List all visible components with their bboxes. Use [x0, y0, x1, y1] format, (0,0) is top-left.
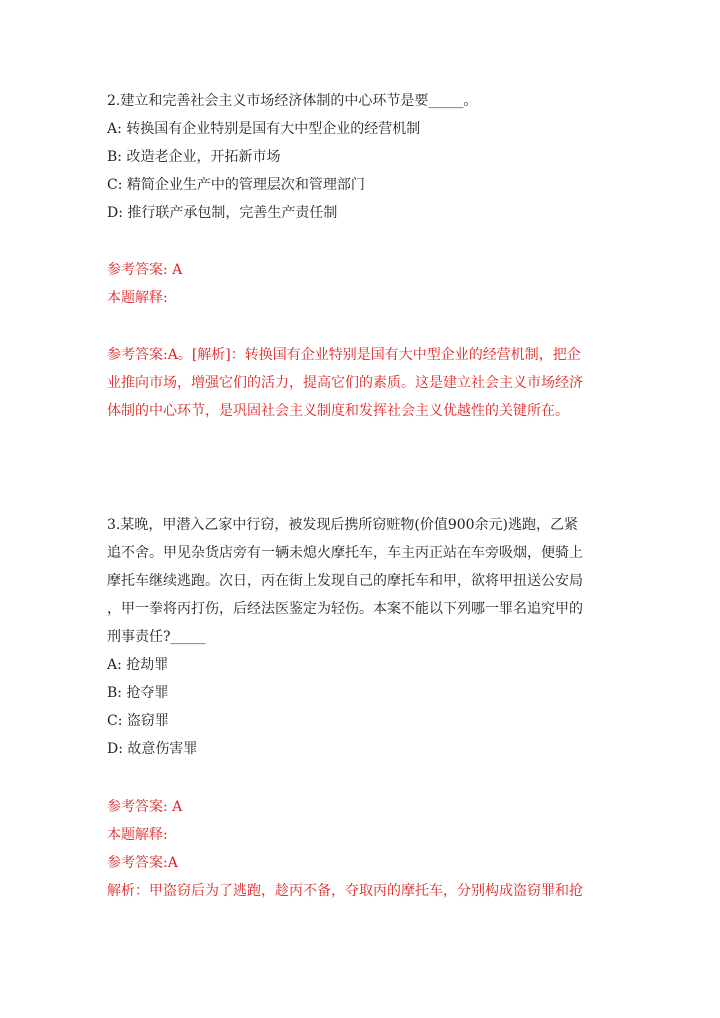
question-3-option-a: A: 抢劫罪	[107, 657, 169, 673]
question-3-stem-line-2: 追不舍。甲见杂货店旁有一辆未熄火摩托车，车主丙正站在车旁吸烟，便骑上	[107, 545, 583, 561]
question-2-option-d: D: 推行联产承包制，完善生产责任制	[107, 205, 338, 221]
question-2-explanation-line-2: 业推向市场，增强它们的活力，提高它们的素质。这是建立社会主义市场经济	[107, 375, 583, 391]
question-2-answer: 参考答案: A	[107, 262, 183, 278]
question-3-stem-line-5: 刑事责任?_____	[107, 629, 206, 645]
question-3-explanation-line-1: 解析：甲盗窃后为了逃跑，趁丙不备，夺取丙的摩托车，分别构成盗窃罪和抢	[107, 883, 583, 899]
question-3-option-b: B: 抢夺罪	[107, 685, 169, 701]
question-2-option-a: A: 转换国有企业特别是国有大中型企业的经营机制	[107, 121, 421, 137]
question-2-explanation-line-3: 体制的中心环节，是巩固社会主义制度和发挥社会主义优越性的关键所在。	[107, 403, 569, 419]
question-3-stem-line-3: 摩托车继续逃跑。次日，丙在街上发现自己的摩托车和甲，欲将甲扭送公安局	[107, 573, 583, 589]
question-2-explanation-line-1: 参考答案:A。[解析]：转换国有企业特别是国有大中型企业的经营机制，把企	[107, 347, 581, 363]
question-3-stem-line-1: 3.某晚，甲潜入乙家中行窃，被发现后携所窃赃物(价值900余元)逃跑，乙紧	[107, 517, 579, 533]
question-3-option-c: C: 盗窃罪	[107, 713, 169, 729]
question-2-option-c: C: 精简企业生产中的管理层次和管理部门	[107, 177, 365, 193]
question-3-explain-label: 本题解释:	[107, 827, 168, 843]
question-3-answer: 参考答案: A	[107, 799, 183, 815]
question-3-stem-line-4: ，甲一拳将丙打伤，后经法医鉴定为轻伤。本案不能以下列哪一罪名追究甲的	[107, 601, 583, 617]
question-3-option-d: D: 故意伤害罪	[107, 741, 198, 757]
question-2-explain-label: 本题解释:	[107, 290, 168, 306]
question-2-stem: 2.建立和完善社会主义市场经济体制的中心环节是要_____。	[107, 93, 478, 109]
question-3-answer-repeat: 参考答案:A	[107, 855, 178, 871]
question-2-option-b: B: 改造老企业，开拓新市场	[107, 149, 281, 165]
